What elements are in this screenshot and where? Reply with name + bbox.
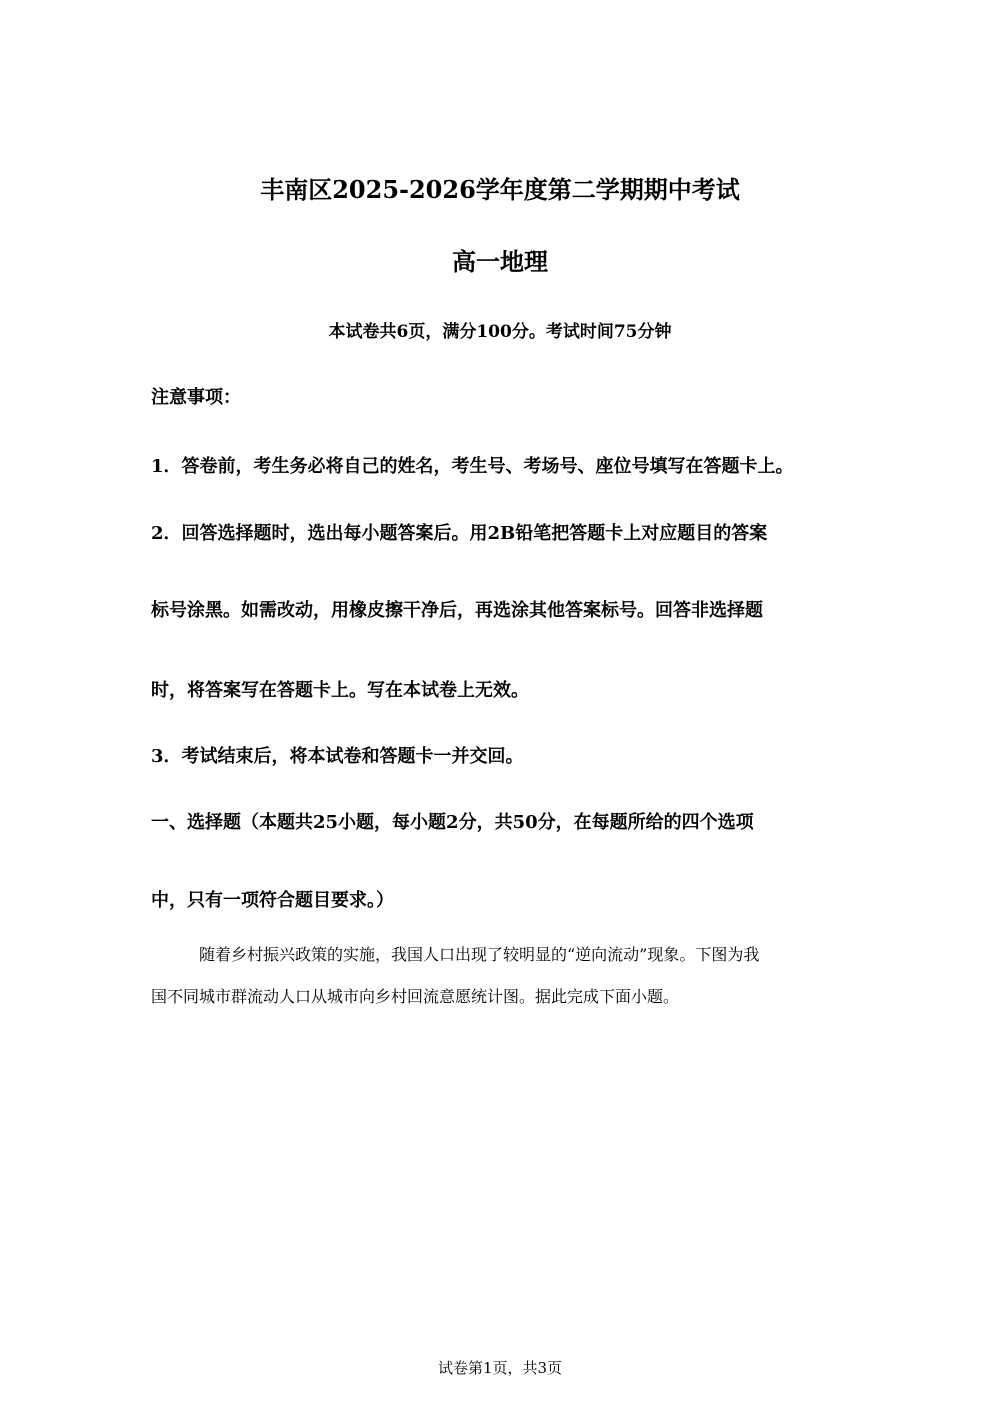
section-heading-line-1: 一、选择题（本题共25小题，每小题2分，共50分，在每题所给的四个选项 xyxy=(151,812,754,833)
exam-title: 丰南区2025-2026学年度第二学期期中考试 xyxy=(260,175,740,204)
note-2-line-2: 标号涂黑。如需改动，用橡皮擦干净后，再选涂其他答案标号。回答非选择题 xyxy=(151,600,763,621)
passage-line-1: 随着乡村振兴政策的实施，我国人口出现了较明显的“逆向流动”现象。下图为我 xyxy=(199,945,760,964)
page-footer: 试卷第1页，共3页 xyxy=(437,1359,563,1377)
note-3: 3．考试结束后，将本试卷和答题卡一并交回。 xyxy=(151,746,524,767)
notes-heading: 注意事项： xyxy=(151,387,241,408)
subject-title: 高一地理 xyxy=(452,247,548,276)
note-1: 1．答卷前，考生务必将自己的姓名，考生号、考场号、座位号填写在答题卡上。 xyxy=(151,456,794,477)
note-2-line-3: 时，将答案写在答题卡上。写在本试卷上无效。 xyxy=(151,680,529,701)
section-heading-line-2: 中，只有一项符合题目要求。） xyxy=(151,890,394,911)
note-2-line-1: 2．回答选择题时，选出每小题答案后。用2B铅笔把答题卡上对应题目的答案 xyxy=(151,523,768,544)
exam-info: 本试卷共6页，满分100分。考试时间75分钟 xyxy=(328,322,672,342)
passage-line-2: 国不同城市群流动人口从城市向乡村回流意愿统计图。据此完成下面小题。 xyxy=(151,987,680,1006)
